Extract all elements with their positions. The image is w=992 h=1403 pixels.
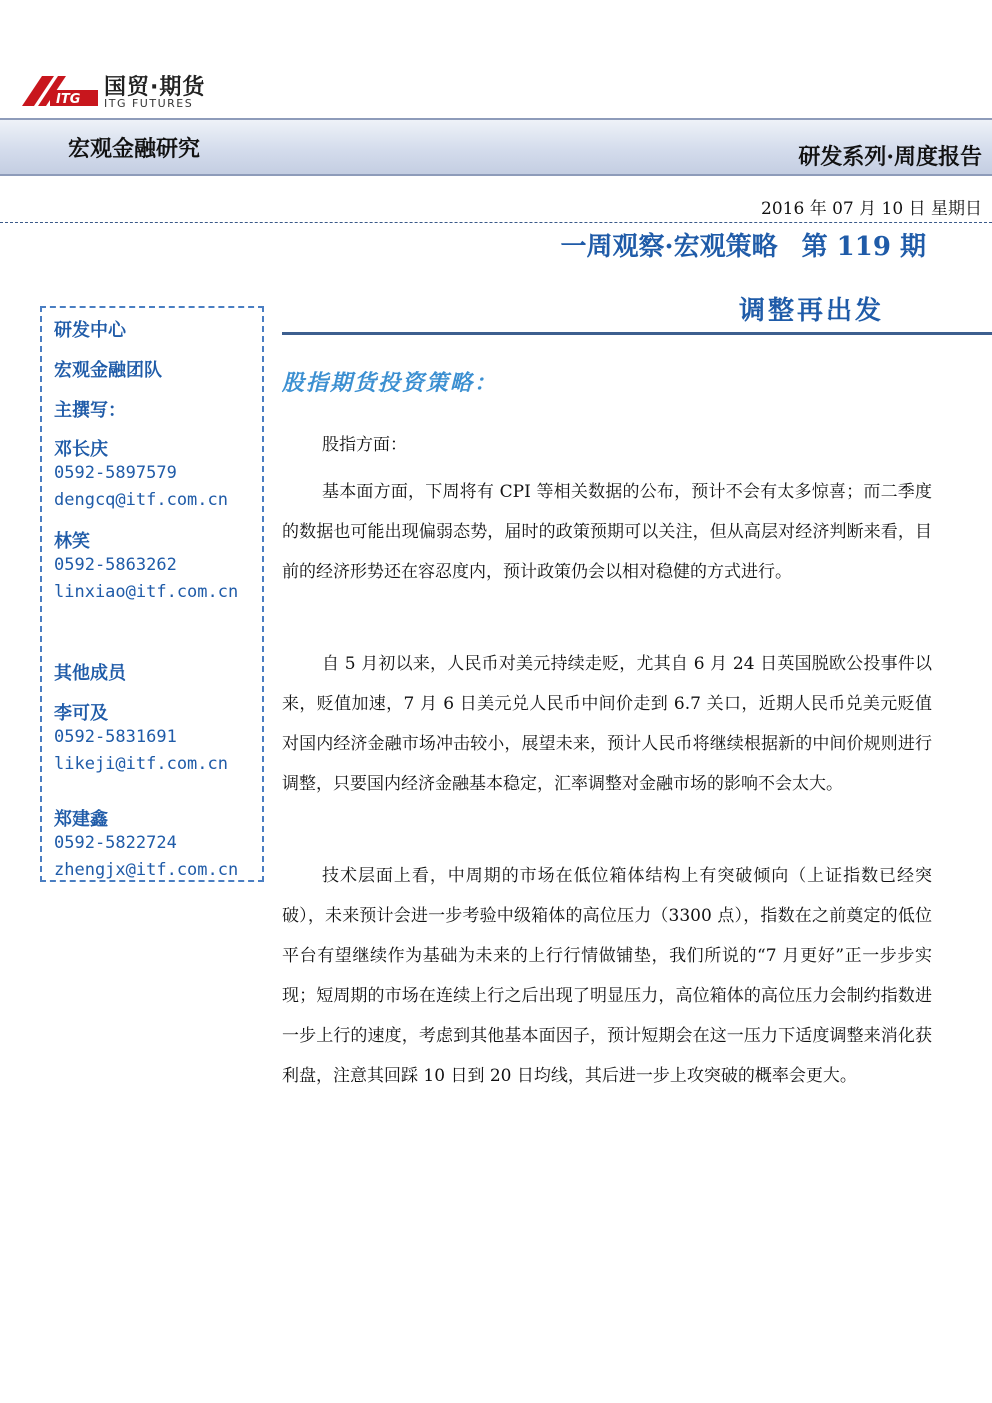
author-email[interactable]: linxiao@itf.com.cn bbox=[54, 582, 239, 602]
logo-mark-text: ITG bbox=[56, 92, 81, 107]
sub-heading: 股指方面： bbox=[322, 435, 407, 455]
author-phone: 0592-5897579 bbox=[54, 463, 177, 483]
contacts-sidebar bbox=[40, 306, 264, 882]
company-logo bbox=[20, 70, 220, 110]
member-name: 郑建鑫 bbox=[54, 809, 108, 830]
date-divider bbox=[0, 222, 992, 223]
member-name: 李可及 bbox=[54, 703, 108, 724]
report-series: 研发系列·周度报告 bbox=[798, 144, 982, 170]
author-name: 林笑 bbox=[54, 531, 90, 552]
member-email[interactable]: zhengjx@itf.com.cn bbox=[54, 860, 239, 880]
body-paragraph: 基本面方面，下周将有 CPI 等相关数据的公布，预计不会有太多惊喜；而二季度的数据也可能出现偏弱态势，届时的政策预期可以关注，但从高层对经济判断来看，目前的经济形势还在容忍度内，预计政策仍会以相对稳健的方式进行。 bbox=[282, 482, 932, 582]
header-band bbox=[0, 118, 992, 176]
headline-rule bbox=[282, 332, 992, 335]
report-date: 2016 年 07 月 10 日 星期日 bbox=[761, 199, 982, 219]
author-email[interactable]: dengcq@itf.com.cn bbox=[54, 490, 228, 510]
section-title: 股指期货投资策略： bbox=[282, 370, 499, 396]
writers-label: 主撰写： bbox=[54, 400, 126, 421]
logo-name-en: ITG FUTURES bbox=[104, 97, 194, 110]
report-category: 宏观金融研究 bbox=[68, 136, 201, 162]
member-phone: 0592-5822724 bbox=[54, 833, 177, 853]
author-phone: 0592-5863262 bbox=[54, 555, 177, 575]
issue-column: 一周观察·宏观策略 bbox=[560, 232, 778, 262]
body-paragraph: 技术层面上看，中周期的市场在低位箱体结构上有突破倾向（上证指数已经突破），未来预计会进一步考验中级箱体的高位压力（3300 点），指数在之前奠定的低位平台有望继续作为基础为未来的上行行情做铺垫，我们所说的“7 月更好”正一步步实现；短周期的市场在连续上行之后出现了明显压力，高位箱体的高位压力会制约指数进一步上行的速度，考虑到其他基本面因子，预计短期会在这一压力下适度调整来消化获利盘，注意其回踩 10 日到 20 日均线，其后进一步上攻突破的概率会更大。 bbox=[282, 866, 932, 1086]
logo-name-cn: 国贸·期货 bbox=[104, 75, 206, 100]
member-phone: 0592-5831691 bbox=[54, 727, 177, 747]
member-email[interactable]: likeji@itf.com.cn bbox=[54, 754, 228, 774]
team-label: 宏观金融团队 bbox=[54, 360, 162, 381]
issue-number: 第 119 期 bbox=[801, 232, 926, 262]
author-name: 邓长庆 bbox=[54, 439, 108, 460]
itg-logo-mark-icon bbox=[20, 72, 100, 108]
issue-title bbox=[561, 226, 926, 263]
other-members-label: 其他成员 bbox=[54, 663, 126, 684]
research-center-label: 研发中心 bbox=[54, 320, 126, 341]
body-paragraph: 自 5 月初以来，人民币对美元持续走贬，尤其自 6 月 24 日英国脱欧公投事件以来，贬值加速，7 月 6 日美元兑人民币中间价走到 6.7 关口，近期人民币兑美元贬值对国内经济金融市场冲击较小，展望未来，预计人民币将继续根据新的中间价规则进行调整，只要国内经济金融基本稳定，汇率调整对金融市场的影响不会太大。 bbox=[282, 654, 932, 794]
headline: 调整再出发 bbox=[738, 296, 884, 326]
